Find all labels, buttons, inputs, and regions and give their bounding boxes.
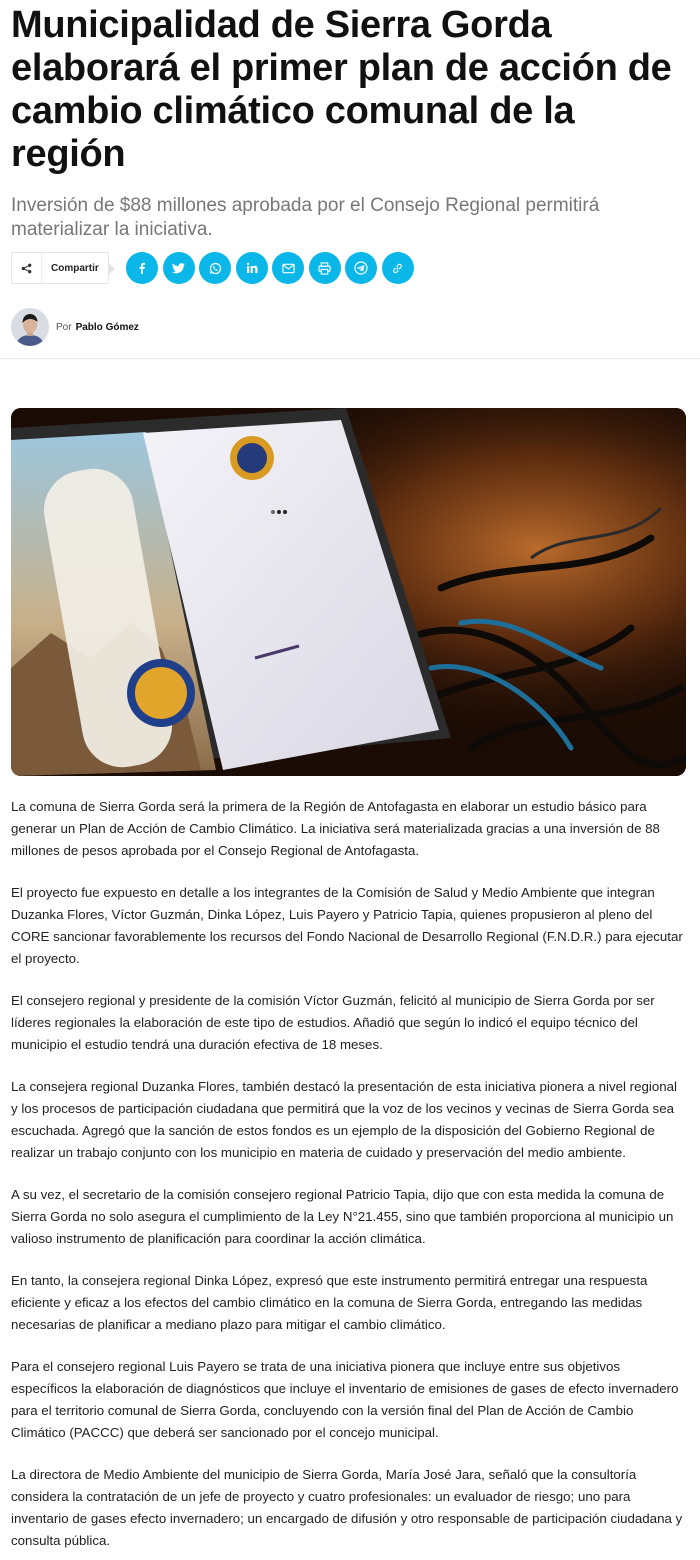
header-divider: [0, 358, 700, 359]
hero-image: [11, 408, 686, 776]
article-title: Municipalidad de Sierra Gorda elaborará el primer plan de acción de cambio climático comunal de la región: [11, 4, 672, 175]
whatsapp-share-button[interactable]: [199, 252, 231, 284]
telegram-share-button[interactable]: [345, 252, 377, 284]
article-paragraph: Para el consejero regional Luis Payero se trata de una iniciativa pionera que incluye entre sus objetivos específicos la elaboración de diagnósticos que incluye el inventario de emisiones de gases de efecto invernadero para el territorio comunal de Sierra Gorda, concluyendo con la versión final del Plan de Acción de Cambio Climático (PACCC) que deberá ser sancionado por el concejo municipal.: [11, 1359, 679, 1440]
article-paragraph: La directora de Medio Ambiente del municipio de Sierra Gorda, María José Jara, señaló que la consultoría considera la contratación de un jefe de proyecto y cuatro profesionales: un evaluador de riesgo; uno para inventario de gases efecto invernadero; un encargado de difusión y otro responsable de participación ciudadana y consulta pública.: [11, 1467, 683, 1548]
share-button[interactable]: [11, 252, 109, 284]
facebook-icon: [136, 262, 148, 274]
author-byline: [11, 308, 139, 346]
linkedin-icon: [246, 262, 258, 274]
email-share-button[interactable]: [272, 252, 304, 284]
facebook-share-button[interactable]: [126, 252, 158, 284]
article-paragraph: El proyecto fue expuesto en detalle a los integrantes de la Comisión de Salud y Medio Ambiente que integran Duzanka Flores, Víctor Guzmán, Dinka López, Luis Payero y Patricio Tapia, quienes propusieron al pleno del CORE sancionar favorablemente los recursos del Fondo Nacional de Desarrollo Regional (F.N.D.R.) para ejecutar el proyecto.: [11, 885, 683, 966]
article-paragraph: La comuna de Sierra Gorda será la primera de la Región de Antofagasta en elaborar un estudio básico para generar un Plan de Acción de Cambio Climático. La iniciativa será materializada gracias a una inversión de 88 millones de pesos aprobada por el Consejo Regional de Antofagasta.: [11, 799, 660, 858]
copy-link-icon: [391, 262, 404, 275]
article-paragraph: El consejero regional y presidente de la comisión Víctor Guzmán, felicitó al municipio de Sierra Gorda por ser líderes regionales la elaboración de este tipo de estudios. Añadió que según lo indicó el equipo técnico del municipio el estudio tendrá una duración efectiva de 18 meses.: [11, 993, 655, 1052]
author-name-link[interactable]: Pablo Gómez: [75, 321, 139, 333]
share-bar: [11, 252, 418, 284]
twitter-share-button[interactable]: [163, 252, 195, 284]
author-prefix: Por: [56, 321, 72, 333]
share-label: Compartir: [51, 262, 99, 274]
telegram-icon: [354, 261, 368, 275]
share-icon: [12, 253, 42, 283]
email-icon: [282, 263, 295, 274]
print-icon: [318, 262, 331, 275]
linkedin-share-button[interactable]: [236, 252, 268, 284]
article-paragraph: A su vez, el secretario de la comisión consejero regional Patricio Tapia, dijo que con esta medida la comuna de Sierra Gorda no solo asegura el cumplimiento de la Ley N°21.455, sino que también proporciona al municipio un valioso instrumento de planificación para coordinar la acción climática.: [11, 1187, 674, 1246]
article-subtitle: Inversión de $88 millones aprobada por el Consejo Regional permitirá materializar la iniciativa.: [11, 195, 600, 240]
twitter-icon: [172, 262, 185, 275]
author-avatar[interactable]: [11, 308, 49, 346]
print-share-button[interactable]: [309, 252, 341, 284]
social-buttons: [126, 252, 418, 284]
article-body: [11, 796, 687, 1560]
whatsapp-icon: [209, 262, 222, 275]
article-paragraph: En tanto, la consejera regional Dinka López, expresó que este instrumento permitirá entregar una respuesta eficiente y eficaz a los efectos del cambio climático en la comuna de Sierra Gorda, entregando las medidas necesarias de planificar a mediano plazo para mitigar el cambio climático.: [11, 1273, 648, 1332]
article-paragraph: La consejera regional Duzanka Flores, también destacó la presentación de esta iniciativa pionera a nivel regional y los procesos de participación ciudadana que permitirá que la voz de los vecinos y vecinas de Sierra Gorda sea escuchada. Agregó que la sanción de estos fondos es un ejemplo de la disposición del Gobierno Regional de realizar un trabajo conjunto con los municipio en materia de cuidado y preservación del medio ambiente.: [11, 1079, 677, 1160]
copy-link-share-button[interactable]: [382, 252, 414, 284]
